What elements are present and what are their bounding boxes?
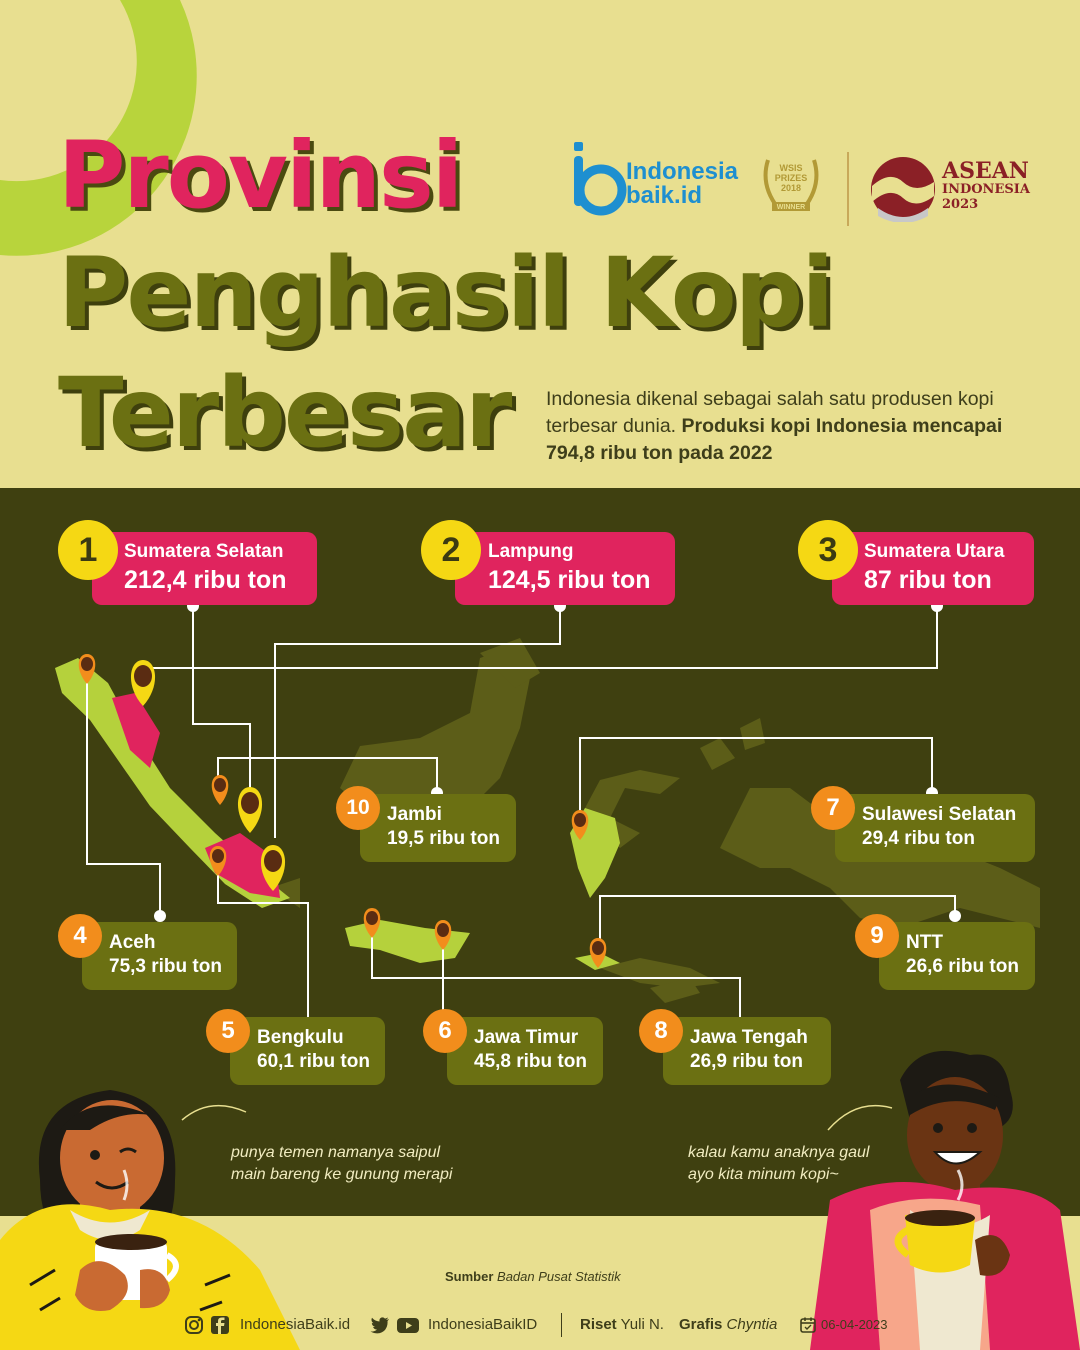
callout-2 <box>455 532 675 605</box>
rank-badge-3: 3 <box>798 520 858 580</box>
logo-divider <box>847 152 849 226</box>
title-line-1: Provinsi <box>58 122 462 229</box>
callout-9-name: NTT <box>906 932 943 953</box>
grafis-label: Grafis <box>679 1316 723 1333</box>
title-line-3: Terbesar <box>58 357 511 469</box>
callout-10-name: Jambi <box>387 804 442 825</box>
wsis-text-3: 2018 <box>780 183 802 193</box>
callout-6-name: Jawa Timur <box>474 1027 579 1048</box>
wsis-text-4: WINNER <box>776 204 806 211</box>
rank-badge-8: 8 <box>639 1009 683 1053</box>
callout-8-name: Jawa Tengah <box>690 1027 808 1048</box>
callout-6-value: 45,8 ribu ton <box>474 1051 587 1072</box>
rank-badge-6: 6 <box>423 1009 467 1053</box>
woman-illustration <box>0 1070 300 1350</box>
brand-line-1: Indonesia <box>626 158 739 185</box>
brand-name <box>626 160 738 208</box>
footer-divider <box>561 1313 562 1337</box>
quote-right-line-1: kalau kamu anaknya gaul <box>688 1144 870 1161</box>
youtube-icon[interactable] <box>396 1315 420 1335</box>
callout-4-name: Aceh <box>109 932 156 953</box>
man-illustration <box>790 1040 1080 1350</box>
callout-10-value: 19,5 ribu ton <box>387 828 500 849</box>
rank-badge-1: 1 <box>58 520 118 580</box>
calendar-icon <box>800 1317 816 1333</box>
footer-handle-2[interactable]: IndonesiaBaikID <box>428 1316 538 1333</box>
intro-bold: Produksi kopi Indonesia mencapai 794,8 ribu ton pada 2022 <box>546 415 1003 464</box>
callout-3-value: 87 ribu ton <box>864 566 992 594</box>
callout-6 <box>447 1017 603 1085</box>
quote-right-line-2: ayo kita minum kopi~ <box>688 1166 839 1183</box>
asean-line-1: ASEAN <box>942 158 1029 184</box>
rank-badge-10: 10 <box>336 786 380 830</box>
rank-badge-2: 2 <box>421 520 481 580</box>
source <box>445 1269 621 1284</box>
wsis-badge <box>758 150 824 220</box>
rank-badge-7: 7 <box>811 786 855 830</box>
brand-line-2: baik.id <box>626 182 703 209</box>
grafis <box>679 1313 777 1337</box>
intro-plain: Indonesia dikenal sebagai salah satu produsen kopi terbesar dunia. <box>546 388 994 437</box>
quote-left-line-1: punya temen namanya saipul <box>231 1144 441 1161</box>
asean-text <box>942 160 1030 212</box>
callout-1 <box>92 532 317 605</box>
footer-handle-1[interactable]: IndonesiaBaik.id <box>240 1316 351 1333</box>
instagram-icon[interactable] <box>184 1315 204 1335</box>
asean-logo-icon <box>870 156 936 222</box>
grafis-value: Chyntia <box>726 1316 778 1333</box>
callout-7-name: Sulawesi Selatan <box>862 804 1017 825</box>
callout-5-value: 60,1 ribu ton <box>257 1051 370 1072</box>
wsis-text-1: WSIS <box>779 163 803 173</box>
intro-text <box>546 386 1016 467</box>
wsis-text-2: PRIZES <box>774 173 808 183</box>
callout-2-value: 124,5 ribu ton <box>488 566 651 594</box>
callout-1-value: 212,4 ribu ton <box>124 566 287 594</box>
riset-value: Yuli N. <box>620 1316 664 1333</box>
callout-1-name: Sumatera Selatan <box>124 541 284 562</box>
callout-7 <box>835 794 1035 862</box>
callout-2-name: Lampung <box>488 541 574 562</box>
callout-8-value: 26,9 ribu ton <box>690 1051 803 1072</box>
indonesiabaik-logo-icon <box>570 140 630 216</box>
footer-date: 06-04-2023 <box>821 1317 888 1332</box>
asean-line-3: 2023 <box>942 197 979 212</box>
title-line-2: Penghasil Kopi <box>58 237 833 349</box>
callout-7-value: 29,4 ribu ton <box>862 828 975 849</box>
callout-4 <box>82 922 237 990</box>
callout-3 <box>832 532 1034 605</box>
facebook-icon[interactable] <box>210 1315 230 1335</box>
callout-9-value: 26,6 ribu ton <box>906 956 1019 977</box>
rank-badge-4: 4 <box>58 914 102 958</box>
callout-10 <box>360 794 516 862</box>
source-value: Badan Pusat Statistik <box>497 1269 621 1284</box>
callout-9 <box>879 922 1035 990</box>
riset <box>580 1313 664 1337</box>
rank-badge-5: 5 <box>206 1009 250 1053</box>
asean-line-2: INDONESIA <box>942 182 1030 197</box>
quote-left-line-2: main bareng ke gunung merapi <box>231 1166 453 1183</box>
callout-3-name: Sumatera Utara <box>864 541 1005 562</box>
riset-label: Riset <box>580 1316 617 1333</box>
callout-4-value: 75,3 ribu ton <box>109 956 222 977</box>
twitter-icon[interactable] <box>370 1315 390 1335</box>
callout-5-name: Bengkulu <box>257 1027 344 1048</box>
rank-badge-9: 9 <box>855 914 899 958</box>
source-label: Sumber <box>445 1269 494 1284</box>
